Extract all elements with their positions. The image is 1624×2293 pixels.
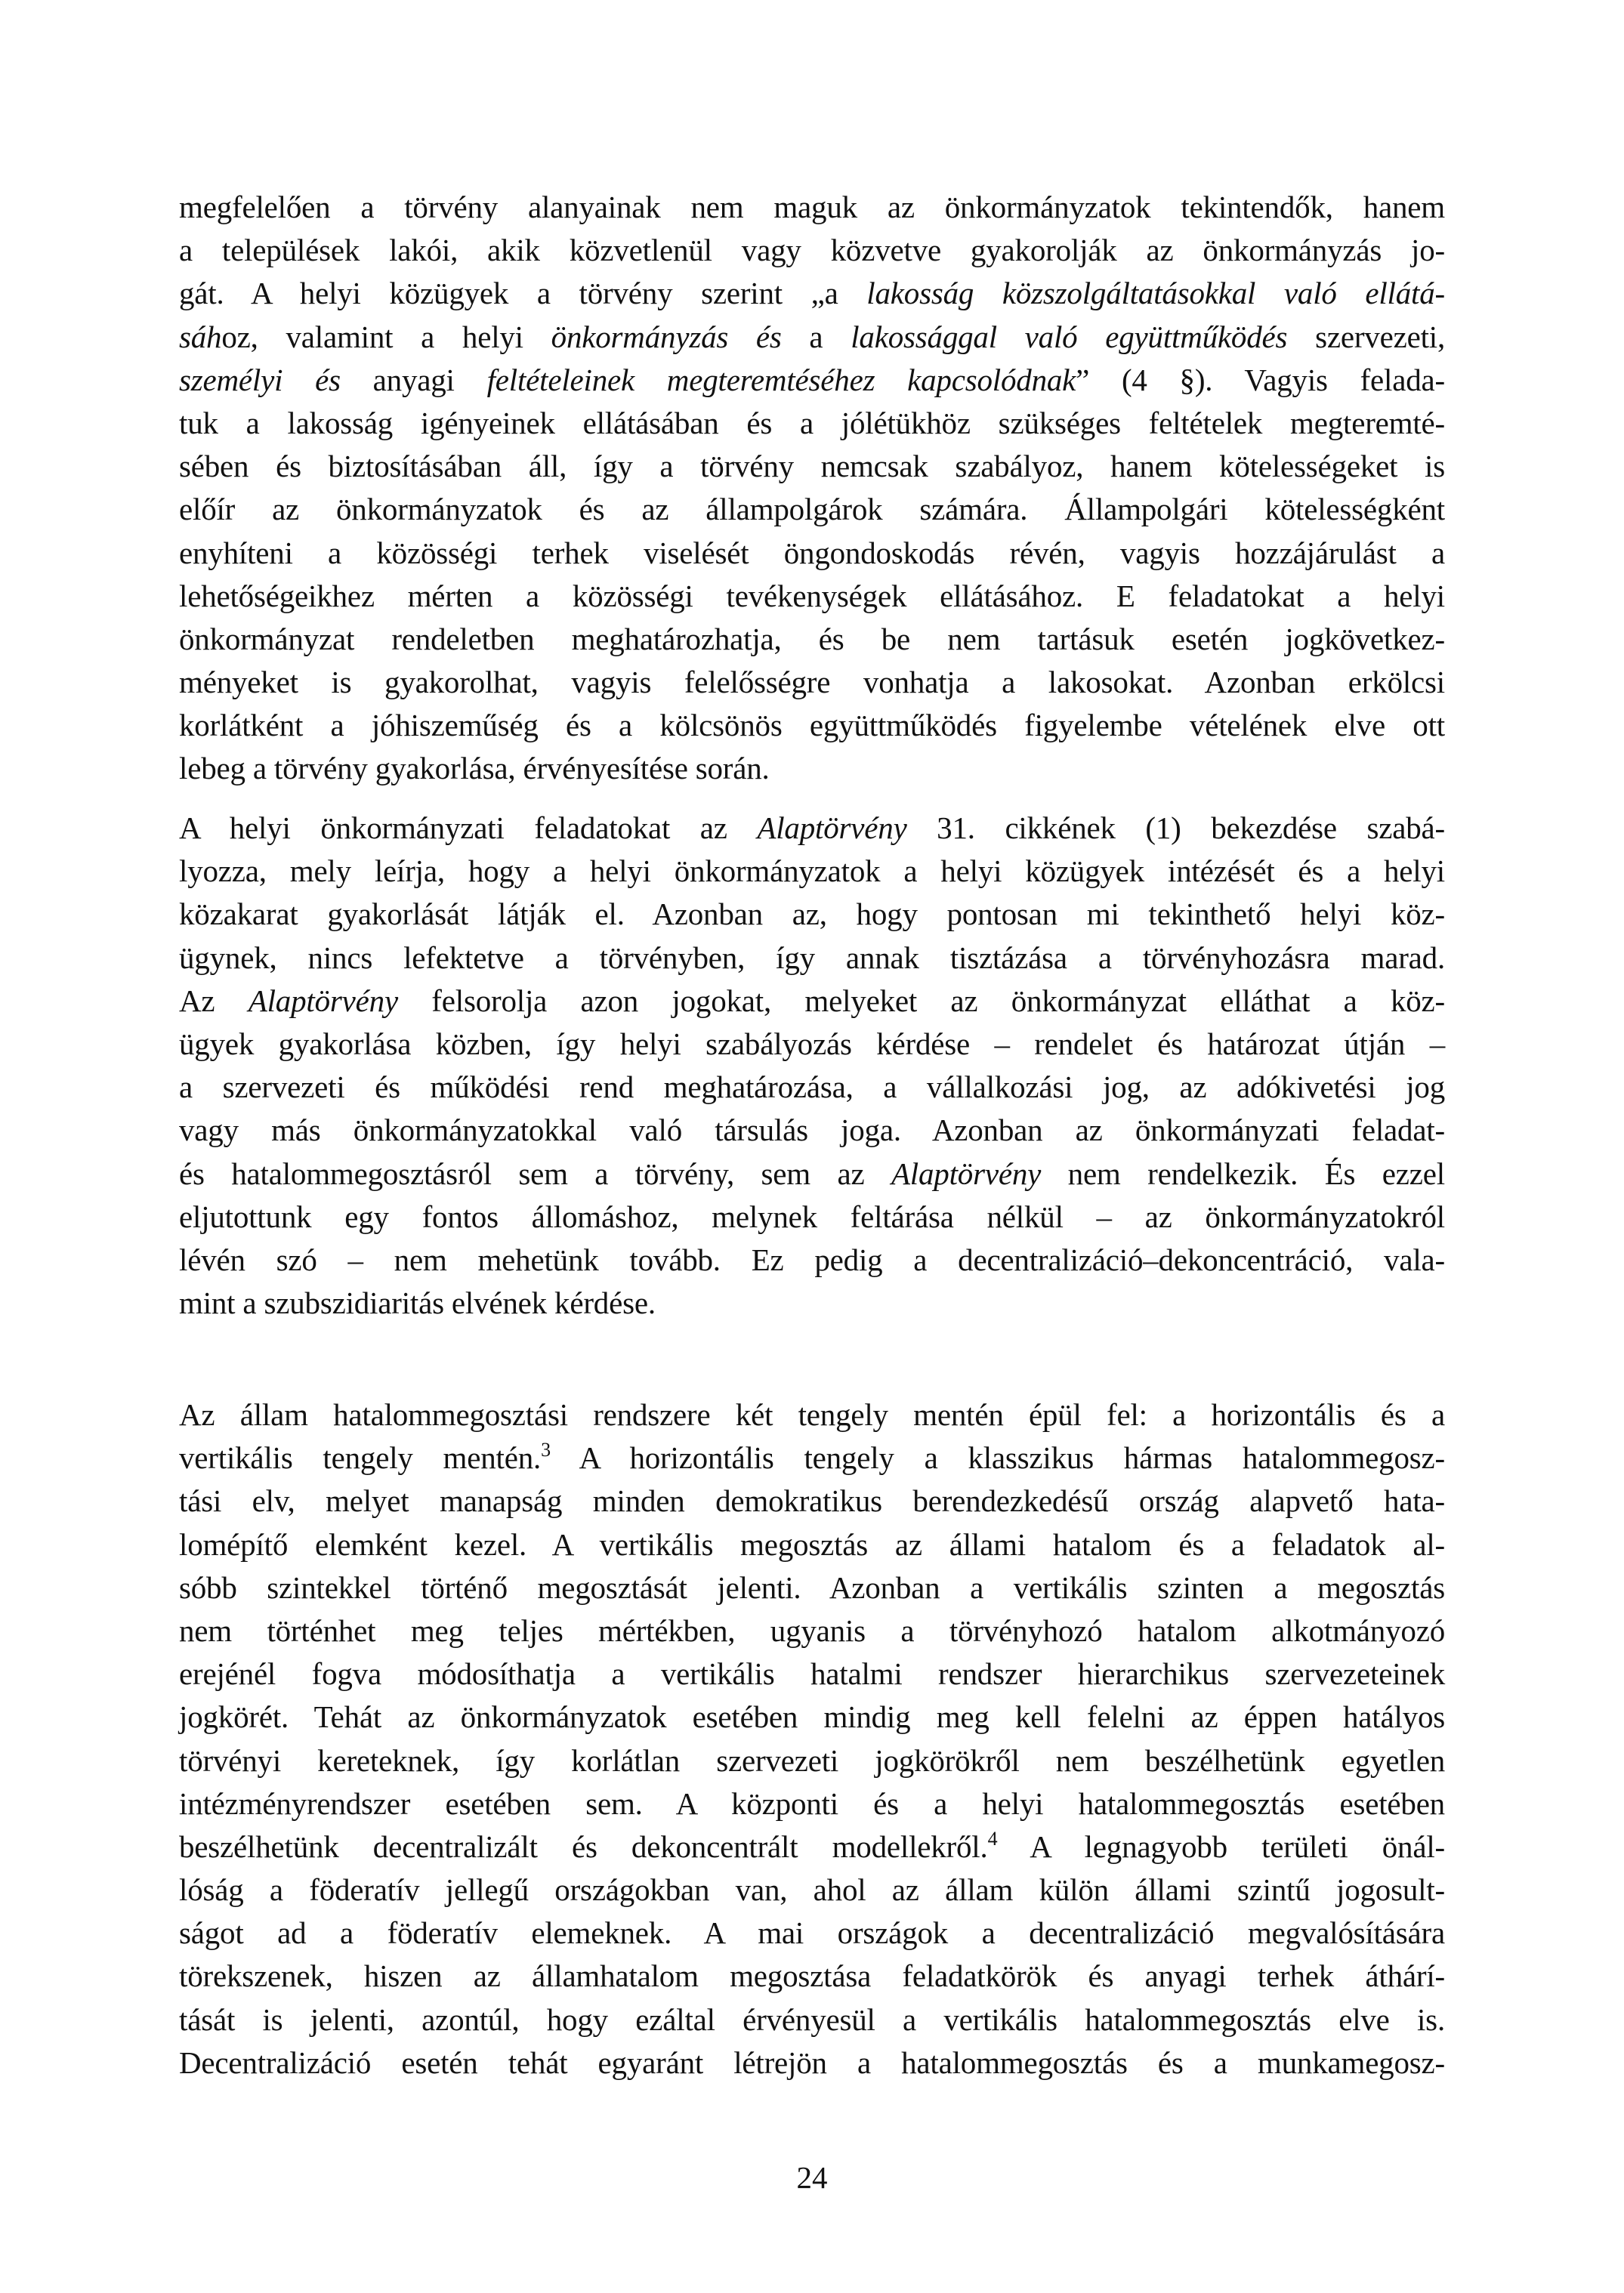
text-segment: korlátként a jóhiszeműség és a kölcsönös együttműködés figyelembe vételének elve ott — [179, 708, 1445, 743]
text-line — [179, 1282, 1445, 1325]
text-segment: vertikális tengely mentén. — [179, 1440, 542, 1476]
text-line — [179, 1696, 1445, 1739]
paragraph-1 — [179, 186, 1445, 791]
text-segment: megfelelően a törvény alanyainak nem maguk az önkormányzatok tekintendők, hanem — [179, 190, 1445, 224]
text-segment: nem rendelkezik. És ezzel — [1041, 1156, 1445, 1191]
paragraph-3 — [179, 1393, 1445, 2085]
text-line — [179, 1998, 1445, 2041]
text-line — [179, 1523, 1445, 1566]
text-line — [179, 850, 1445, 893]
text-segment: ügynek, nincs lefektetve a törvényben, így annak tisztázása a törvényhozásra marad. — [179, 940, 1445, 975]
text-line — [179, 980, 1445, 1023]
text-segment: jogkörét. Tehát az önkormányzatok esetében mindig meg kell felelni az éppen hatályos — [179, 1699, 1445, 1735]
text-segment: a települések lakói, akik közvetlenül vagy közvetve gyakorolják az önkormányzás jo- — [179, 233, 1445, 268]
text-segment: 31. cikkének (1) bekezdése szabá- — [906, 810, 1445, 845]
text-line — [179, 488, 1445, 531]
text-line — [179, 1825, 1445, 1869]
text-segment: lóság a föderatív jellegű országokban van, ahol az állam külön állami szintű jogosult- — [179, 1872, 1445, 1908]
italic-segment: Alaptörvény — [248, 983, 398, 1018]
text-segment: lévén szó – nem mehetünk tovább. Ez pedig a decentralizáció–dekoncentráció, vala- — [179, 1242, 1445, 1277]
text-line — [179, 316, 1445, 359]
text-segment: enyhíteni a közösségi terhek viselését öngondoskodás révén, vagyis hozzájárulást a — [179, 535, 1445, 570]
text-line — [179, 272, 1445, 315]
text-line — [179, 1782, 1445, 1825]
text-line — [179, 2041, 1445, 2085]
text-line — [179, 893, 1445, 936]
text-line — [179, 186, 1445, 229]
text-line — [179, 1869, 1445, 1912]
text-line — [179, 1239, 1445, 1282]
text-line — [179, 1437, 1445, 1480]
text-segment: tási elv, melyet manapság minden demokratikus berendezkedésű ország alapvető hata- — [179, 1483, 1445, 1519]
text-line — [179, 402, 1445, 445]
text-line — [179, 1912, 1445, 1955]
text-segment: törvényi kereteknek, így korlátlan szervezeti jogkörökről nem beszélhetünk egyetlen — [179, 1742, 1445, 1778]
text-segment: Decentralizáció esetén tehát egyaránt létrejön a hatalommegosztás és a munkamegosz- — [179, 2045, 1445, 2080]
text-segment: lyozza, mely leírja, hogy a helyi önkormányzatok a helyi közügyek intézését és a helyi — [179, 853, 1445, 889]
text-segment: ságot ad a föderatív elemeknek. A mai országok a decentralizáció megvalósítására — [179, 1915, 1445, 1951]
paragraph-2 — [179, 807, 1445, 1325]
text-segment: ügyek gyakorlása közben, így helyi szabályozás kérdése – rendelet és határozat útján – — [179, 1026, 1445, 1061]
text-segment: önkormányzat rendeletben meghatározhatja, és be nem tartásuk esetén jogkövetkez- — [179, 621, 1445, 656]
italic-segment: Alaptörvény — [891, 1156, 1042, 1191]
text-line — [179, 1653, 1445, 1696]
text-segment: Az — [179, 983, 249, 1018]
text-segment: és hatalommegosztásról sem a törvény, sem az — [179, 1156, 891, 1191]
text-segment: lehetőségeikhez mérten a közösségi tevékenységek ellátásához. E feladatokat a helyi — [179, 578, 1445, 613]
footnote-marker[interactable]: 4 — [987, 1827, 998, 1850]
text-line — [179, 229, 1445, 272]
text-segment: anyagi — [340, 362, 487, 397]
text-line — [179, 1955, 1445, 1998]
text-segment: a szervezeti és működési rend meghatározása, a vállalkozási jog, az adókivetési jog — [179, 1069, 1445, 1105]
text-line — [179, 1739, 1445, 1782]
text-line — [179, 1480, 1445, 1523]
text-line — [179, 1066, 1445, 1109]
text-line — [179, 1153, 1445, 1196]
text-line — [179, 661, 1445, 704]
text-line — [179, 445, 1445, 488]
text-line — [179, 1196, 1445, 1239]
text-segment: oz, valamint a helyi — [221, 319, 551, 354]
italic-segment: sáh — [179, 319, 222, 354]
text-segment: Az állam hatalommegosztási rendszere két tengely mentén épül fel: a horizontális és a — [179, 1397, 1445, 1432]
text-segment: gát. A helyi közügyek a törvény szerint „a — [179, 276, 867, 311]
text-line — [179, 1109, 1445, 1152]
text-segment: lomépítő elemként kezel. A vertikális megosztás az állami hatalom és a feladatok al- — [179, 1526, 1445, 1562]
text-line — [179, 1609, 1445, 1653]
italic-segment: önkormányzás és — [551, 319, 782, 354]
text-segment: eljutottunk egy fontos állomáshoz, melynek feltárása nélkül – az önkormányzatokról — [179, 1199, 1445, 1234]
text-line — [179, 1023, 1445, 1066]
text-segment: A legnagyobb területi önál- — [997, 1829, 1445, 1864]
text-segment: szervezeti, — [1287, 319, 1446, 354]
text-segment: beszélhetünk decentralizált és dekoncentrált modellekről. — [179, 1829, 988, 1864]
text-segment: tását is jelenti, azontúl, hogy ezáltal érvényesül a vertikális hatalommegosztás elve is. — [179, 2001, 1445, 2037]
text-segment: A horizontális tengely a klasszikus hármas hatalommegosz- — [550, 1440, 1445, 1476]
text-line — [179, 618, 1445, 661]
text-segment: erejénél fogva módosíthatja a vertikális hatalmi rendszer hierarchikus szervezeteinek — [179, 1656, 1445, 1692]
text-line — [179, 575, 1445, 618]
text-segment: sóbb szintekkel történő megosztását jelenti. Azonban a vertikális szinten a megosztás — [179, 1569, 1445, 1605]
footnote-marker[interactable]: 3 — [541, 1439, 551, 1461]
text-line — [179, 937, 1445, 980]
text-segment: vagy más önkormányzatokkal való társulás joga. Azonban az önkormányzati feladat- — [179, 1113, 1445, 1148]
text-line — [179, 704, 1445, 747]
italic-segment: személyi és — [179, 362, 341, 397]
text-segment: A helyi önkormányzati feladatokat az — [179, 810, 758, 845]
text-segment: tuk a lakosság igényeinek ellátásában és a jólétükhöz szükséges feltételek megteremté- — [179, 405, 1445, 440]
page-number: 24 — [796, 2160, 828, 2195]
text-segment: ményeket is gyakorolhat, vagyis felelősségre vonhatja a lakosokat. Azonban erkölcsi — [179, 665, 1445, 700]
text-line — [179, 359, 1445, 402]
text-segment: lebeg a törvény gyakorlása, érvényesítése során. — [179, 751, 770, 786]
text-segment: mint a szubszidiaritás elvének kérdése. — [179, 1285, 656, 1321]
text-line — [179, 1566, 1445, 1609]
text-segment: felsorolja azon jogokat, melyeket az önkormányzat elláthat a köz- — [397, 983, 1446, 1018]
italic-segment: Alaptörvény — [757, 810, 907, 845]
text-segment: intézményrendszer esetében sem. A központi és a helyi hatalommegosztás esetében — [179, 1785, 1445, 1821]
italic-segment: lakossággal való együttműködés — [851, 319, 1288, 354]
text-segment: törekszenek, hiszen az államhatalom megosztása feladatkörök és anyagi terhek áthárí- — [179, 1958, 1445, 1994]
italic-segment: feltételeinek megteremtéséhez kapcsolódnak — [486, 362, 1076, 397]
text-segment: sében és biztosításában áll, így a törvény nemcsak szabályoz, hanem kötelességeket is — [179, 449, 1445, 484]
text-segment: nem történhet meg teljes mértékben, ugyanis a törvényhozó hatalom alkotmányozó — [179, 1613, 1445, 1648]
text-line — [179, 532, 1445, 575]
text-segment: előír az önkormányzatok és az állampolgárok számára. Állampolgári kötelességként — [179, 492, 1445, 527]
text-segment: a — [781, 319, 851, 354]
text-line — [179, 1393, 1445, 1437]
text-line — [179, 747, 1445, 790]
text-segment: ” (4 §). Vagyis felada- — [1076, 362, 1445, 397]
text-segment: közakarat gyakorlását látják el. Azonban az, hogy pontosan mi tekinthető helyi köz- — [179, 897, 1445, 932]
italic-segment: lakosság közszolgáltatásokkal való ellátá- — [866, 276, 1445, 311]
text-line — [179, 807, 1445, 850]
